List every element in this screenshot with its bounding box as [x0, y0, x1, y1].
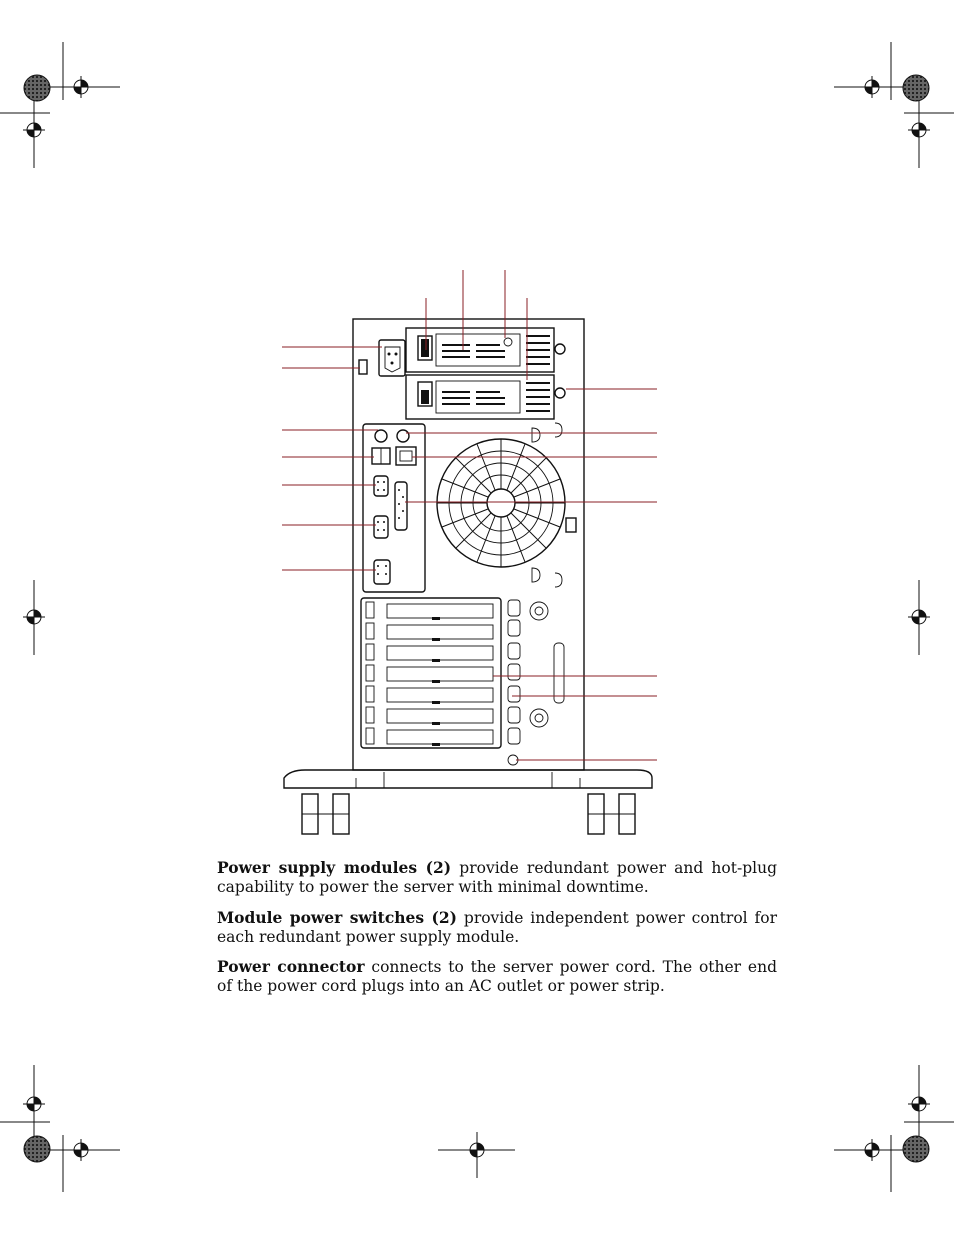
desc-module-power-switches: provide independent power control for each redundant power supply module.: [217, 909, 778, 946]
power-supply-module-lower: [406, 375, 554, 419]
desc-power-supply-modules: provide redundant power and hot-plug capability to power the server with minimal downtime.: [217, 859, 777, 896]
paragraph-power-connector: [217, 958, 777, 995]
server-chassis: [284, 319, 652, 834]
term-power-connector: Power connector: [217, 957, 365, 976]
starburst-register-icon: [24, 75, 929, 1162]
term-module-power-switches: Module power switches (2): [217, 908, 457, 927]
fan-grille-icon: [437, 439, 565, 567]
cable-knockouts: [508, 600, 564, 765]
term-power-supply-modules: Power supply modules (2): [217, 858, 452, 877]
registration-crosshair-icon: [23, 76, 930, 1161]
power-connector: [359, 340, 405, 376]
paragraph-power-supply-modules: [217, 859, 777, 896]
callout-leaders: [282, 270, 657, 760]
power-supply-module-upper: [406, 328, 554, 372]
expansion-slots: [361, 598, 501, 748]
crop-marks: [0, 42, 954, 1192]
paragraph-module-power-switches: [217, 909, 777, 946]
desc-power-connector: connects to the server power cord. The other end of the power cord plugs into an AC outlet or power strip.: [217, 958, 778, 995]
io-panel: [363, 424, 425, 592]
